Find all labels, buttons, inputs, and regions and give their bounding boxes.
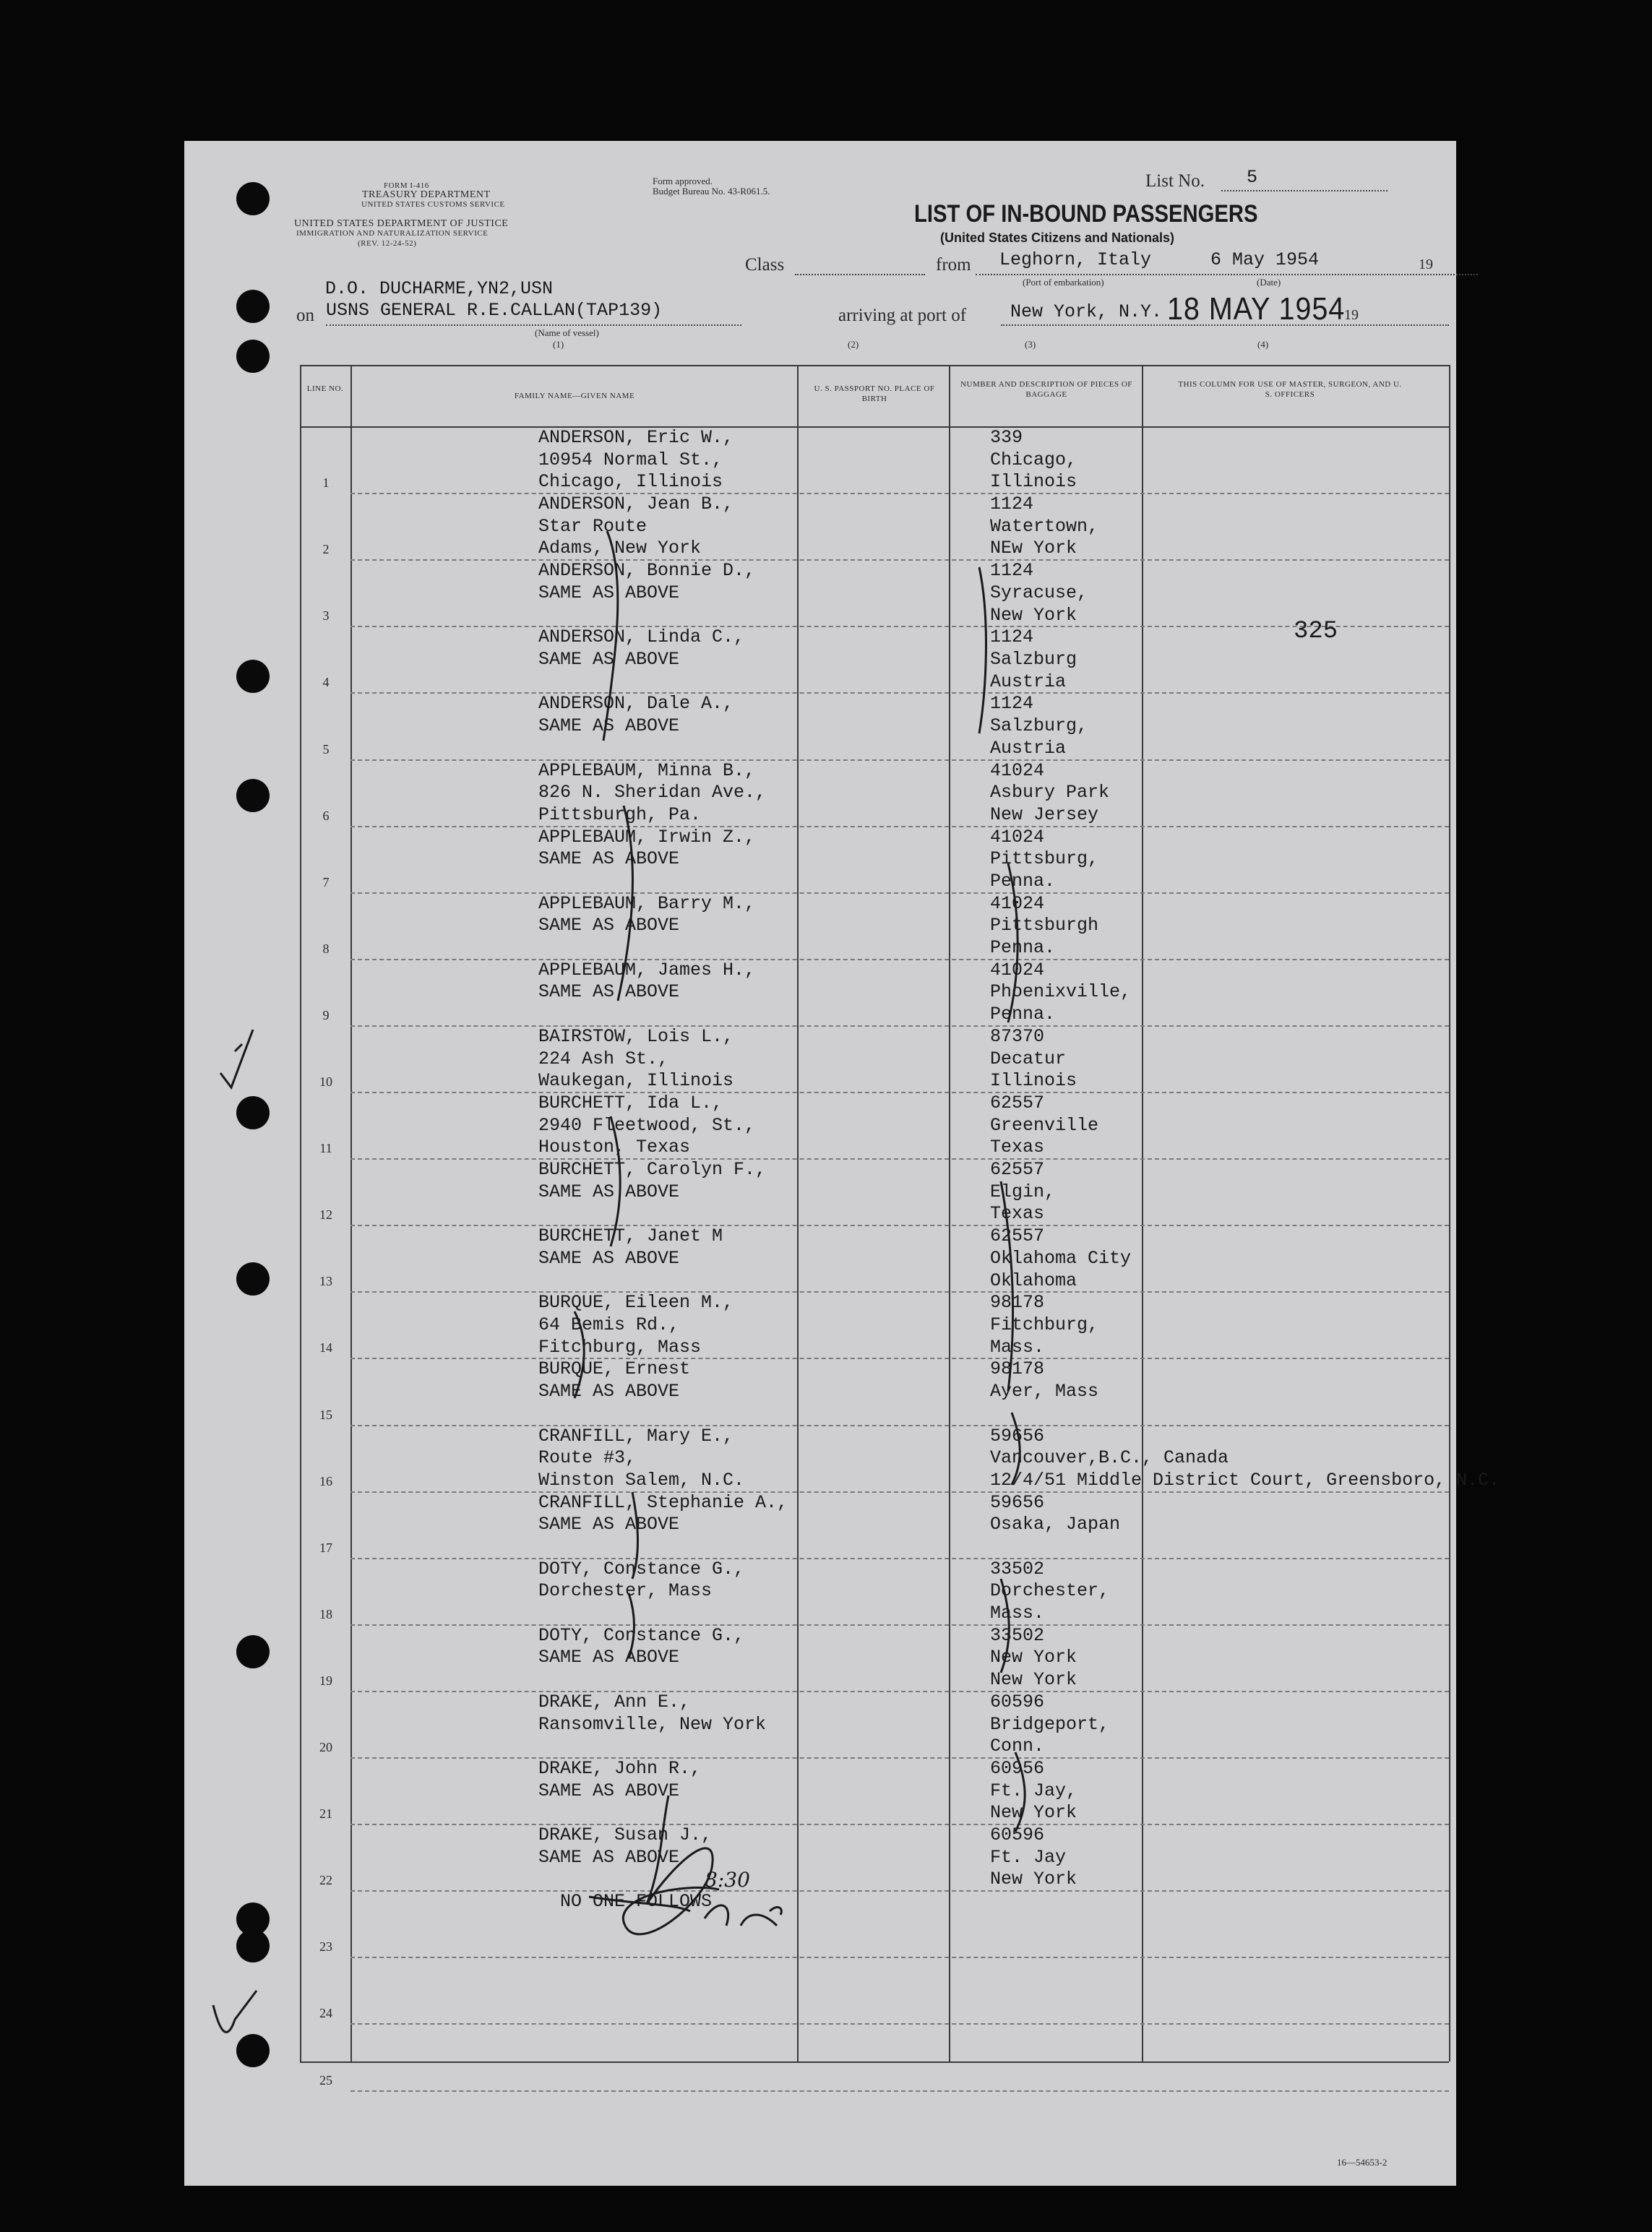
form-number: FORM I-416	[384, 181, 429, 190]
passenger-name-line: DOTY, Constance G.,	[538, 1624, 745, 1646]
col-name: FAMILY NAME—GIVEN NAME	[514, 392, 635, 400]
line-number: 24	[319, 2006, 332, 2021]
ins-service: IMMIGRATION AND NATURALIZATION SERVICE	[296, 229, 489, 238]
passenger-name-line: BURCHETT, Ida L.,	[538, 1093, 723, 1113]
passport-line: Ft. Jay	[990, 1846, 1067, 1868]
passenger-name-line: BURQUE, Ernest	[538, 1358, 691, 1380]
on-label: on	[296, 306, 314, 325]
line-number: 14	[319, 1340, 332, 1356]
line-number: 10	[319, 1074, 332, 1089]
manifest-sheet	[184, 141, 1500, 2186]
passenger-name-line: APPLEBAUM, Barry M.,	[538, 892, 756, 914]
col-baggage: NUMBER AND DESCRIPTION OF PIECES OF BAGGAGE	[960, 380, 1132, 399]
line-number: 6	[322, 808, 330, 823]
arriving-label: arriving at port of	[838, 306, 967, 325]
line-number: 2	[322, 542, 330, 557]
passport-line: 1124	[990, 626, 1034, 648]
line-number: 16	[319, 1473, 332, 1488]
passport-line: Mass.	[990, 1336, 1045, 1358]
col-line-no: LINE NO.	[306, 384, 344, 393]
passenger-name-line: APPLEBAUM, Minna B.,	[538, 759, 756, 781]
form-title: LIST OF IN-BOUND PASSENGERS	[914, 200, 1258, 228]
passport-line: Mass.	[990, 1603, 1045, 1624]
passport-line: Chicago,	[990, 449, 1077, 470]
col-caption-2: (2)	[848, 339, 859, 350]
passenger-name-line: 64 Bemis Rd.,	[538, 1314, 680, 1335]
passenger-name-line: 826 N. Sheridan Ave.,	[538, 782, 767, 803]
line-number: 4	[322, 675, 330, 690]
passenger-name-line: DRAKE, John R.,	[538, 1758, 702, 1779]
passport-line: Asbury Park	[990, 782, 1110, 803]
passport-line: Dorchester,	[990, 1580, 1110, 1602]
passenger-name-line: SAME AS ABOVE	[538, 1780, 680, 1801]
line-number: 17	[319, 1540, 332, 1555]
passenger-name-line: DOTY, Constance G.,	[538, 1558, 745, 1580]
passport-line: Penna.	[990, 870, 1056, 892]
line-number: 15	[319, 1407, 332, 1422]
passport-line: Bridgeport,	[990, 1713, 1110, 1735]
passport-line: Penna.	[990, 937, 1056, 959]
passenger-name-line: SAME AS ABOVE	[538, 715, 680, 737]
year-suffix: 19	[1419, 257, 1433, 272]
passport-line: 41024	[990, 959, 1045, 981]
passport-line: 33502	[990, 1558, 1045, 1580]
port-of-embarkation: Leghorn, Italy	[999, 249, 1152, 270]
passport-line: 41024	[990, 759, 1045, 781]
passenger-name-line: ANDERSON, Eric W.,	[538, 427, 734, 448]
officer-annotation: 325	[1294, 618, 1338, 645]
passport-line: Ft. Jay,	[990, 1780, 1077, 1801]
passport-line: Salzburg	[990, 648, 1077, 670]
passport-line: 62557	[990, 1159, 1045, 1181]
passport-line: New York	[990, 1802, 1077, 1824]
passenger-name-line: Adams, New York	[538, 538, 702, 559]
passport-line: 60956	[990, 1758, 1045, 1779]
passenger-name-line: 2940 Fleetwood, St.,	[538, 1114, 756, 1136]
passport-line: 62557	[990, 1093, 1045, 1113]
passenger-name-line: Chicago, Illinois	[538, 471, 723, 493]
passenger-name-line: 10954 Normal St.,	[538, 449, 723, 470]
officer-name: D.O. DUCHARME,YN2,USN	[325, 278, 554, 299]
passport-line: Syracuse,	[990, 582, 1088, 603]
passenger-name-line: Route #3,	[538, 1447, 637, 1469]
line-number: 22	[319, 1873, 332, 1888]
vessel-caption: (Name of vessel)	[535, 327, 599, 338]
passport-line: Penna.	[990, 1004, 1056, 1025]
line-number: 9	[322, 1007, 330, 1022]
passenger-name-line: SAME AS ABOVE	[538, 1647, 680, 1668]
passport-line: New York	[990, 604, 1077, 626]
passenger-name-line: APPLEBAUM, Irwin Z.,	[538, 826, 756, 848]
from-label: from	[936, 255, 971, 275]
line-number: 13	[319, 1274, 332, 1289]
embarkation-date: 6 May 1954	[1210, 249, 1320, 270]
passport-line: 87370	[990, 1025, 1045, 1047]
passenger-name-line: Fitchburg, Mass	[538, 1336, 702, 1358]
passport-line: Austria	[990, 737, 1067, 759]
passenger-name-line: CRANFILL, Stephanie A.,	[538, 1491, 788, 1513]
passenger-name-line: SAME AS ABOVE	[538, 1381, 680, 1402]
passport-line: 62557	[990, 1225, 1045, 1247]
passenger-name-line: Ransomville, New York	[538, 1713, 767, 1735]
line-number: 20	[319, 1740, 332, 1754]
line-number: 5	[322, 741, 330, 757]
embarkation-caption: (Port of embarkation)	[1023, 277, 1104, 288]
passenger-name-line: SAME AS ABOVE	[538, 915, 680, 936]
passenger-name-line: SAME AS ABOVE	[538, 981, 680, 1003]
passenger-name-line: SAME AS ABOVE	[538, 648, 680, 670]
passenger-name-line: Winston Salem, N.C.	[538, 1469, 745, 1491]
col-officers: THIS COLUMN FOR USE OF MASTER, SURGEON, AND U. S. OFFICERS	[1178, 380, 1402, 399]
form-subtitle: (United States Citizens and Nationals)	[940, 230, 1175, 245]
list-no-label: List No.	[1145, 171, 1205, 191]
passport-line: Salzburg,	[990, 715, 1088, 737]
budget-bureau: Budget Bureau No. 43-R061.5.	[653, 186, 770, 197]
col-caption-3: (3)	[1025, 339, 1036, 350]
line-number: 8	[322, 941, 330, 956]
col-passport: U. S. PASSPORT NO. PLACE OF BIRTH	[814, 384, 935, 403]
passport-line: 1124	[990, 560, 1034, 582]
passenger-name-line: Dorchester, Mass	[538, 1580, 713, 1602]
line-number: 18	[319, 1606, 332, 1621]
passport-line: Oklahoma	[990, 1270, 1077, 1291]
passport-line: Illinois	[990, 1070, 1077, 1092]
col-caption-1: (1)	[553, 339, 564, 350]
passenger-name-line: NO ONE FOLLOWS	[560, 1891, 713, 1913]
print-code: 16—54653-2	[1337, 2157, 1388, 2168]
passenger-name-line: Pittsburgh, Pa.	[538, 803, 702, 825]
vessel-name: USNS GENERAL R.E.CALLAN(TAP139)	[326, 300, 663, 321]
passenger-name-line: SAME AS ABOVE	[538, 848, 680, 870]
passenger-name-line: CRANFILL, Mary E.,	[538, 1425, 734, 1447]
arrival-date-stamp: 18 MAY 1954	[1167, 291, 1346, 327]
passport-line: Decatur	[990, 1048, 1067, 1069]
form-revision: (REV. 12-24-52)	[358, 239, 417, 248]
passenger-name-line: 224 Ash St.,	[538, 1048, 669, 1069]
passenger-name-line: ANDERSON, Dale A.,	[538, 693, 734, 715]
passport-line: 41024	[990, 826, 1045, 848]
passenger-name-line: APPLEBAUM, James H.,	[538, 959, 756, 981]
date-caption: (Date)	[1257, 277, 1281, 288]
class-label: Class	[745, 255, 785, 275]
passport-line: Ayer, Mass	[990, 1381, 1099, 1402]
passenger-name-line: Waukegan, Illinois	[538, 1070, 734, 1092]
passport-line: Elgin,	[990, 1181, 1056, 1202]
passenger-name-line: BURCHETT, Carolyn F.,	[538, 1159, 767, 1181]
passenger-name-line: ANDERSON, Linda C.,	[538, 626, 745, 648]
passport-line: 60596	[990, 1824, 1045, 1846]
treasury-dept: TREASURY DEPARTMENT	[362, 189, 491, 200]
line-number: 21	[319, 1806, 332, 1822]
passenger-name-line: ANDERSON, Bonnie D.,	[538, 560, 756, 582]
passport-line: Fitchburg,	[990, 1314, 1099, 1335]
passport-line: 59656	[990, 1425, 1045, 1447]
passport-line: New Jersey	[990, 803, 1099, 825]
passport-line: 1124	[990, 693, 1034, 715]
passenger-name-line: DRAKE, Susan J.,	[538, 1824, 713, 1846]
passport-line: Texas	[990, 1137, 1045, 1158]
passport-line: Pittsburg,	[990, 848, 1099, 870]
arrival-port: New York, N.Y.	[1010, 301, 1163, 322]
passport-line: 59656	[990, 1491, 1045, 1513]
passport-line: New York	[990, 1647, 1077, 1668]
passport-line: Vancouver,B.C., Canada	[990, 1447, 1229, 1469]
line-number: 23	[319, 1939, 332, 1955]
form-approved: Form approved.	[653, 176, 713, 186]
passenger-name-line: BAIRSTOW, Lois L.,	[538, 1025, 734, 1047]
arrival-year-suffix: 19	[1344, 307, 1359, 323]
passport-line: Phoenixville,	[990, 981, 1132, 1003]
line-number: 11	[319, 1141, 332, 1156]
passport-line: Texas	[990, 1203, 1045, 1225]
passport-line: 33502	[990, 1624, 1045, 1646]
signature-note: 8:30	[705, 1868, 750, 1892]
customs-service: UNITED STATES CUSTOMS SERVICE	[361, 200, 505, 209]
passport-line: Greenville	[990, 1114, 1099, 1136]
passport-line: Oklahoma City	[990, 1247, 1132, 1269]
passport-line: NEw York	[990, 538, 1077, 559]
passport-line: 1124	[990, 494, 1034, 515]
line-number: 25	[319, 2072, 332, 2087]
passenger-name-line: ANDERSON, Jean B.,	[538, 494, 734, 515]
passport-line: Pittsburgh	[990, 915, 1099, 936]
passport-line: 98178	[990, 1292, 1045, 1314]
line-number: 1	[322, 475, 330, 491]
passenger-name-line: BURQUE, Eileen M.,	[538, 1292, 734, 1314]
passenger-name-line: SAME AS ABOVE	[538, 1181, 680, 1202]
passport-line: Watertown,	[990, 515, 1099, 537]
line-number: 7	[322, 874, 330, 889]
passenger-name-line: SAME AS ABOVE	[538, 1247, 680, 1269]
passenger-name-line: Star Route	[538, 515, 648, 537]
passport-line: New York	[990, 1869, 1077, 1890]
line-number: 3	[322, 608, 330, 624]
passport-line: Illinois	[990, 471, 1077, 493]
line-number: 12	[319, 1207, 332, 1223]
passport-line: 60596	[990, 1691, 1045, 1712]
passport-line: 98178	[990, 1358, 1045, 1380]
passenger-name-line: Houston, Texas	[538, 1137, 691, 1158]
passport-line: 339	[990, 427, 1023, 448]
justice-dept: UNITED STATES DEPARTMENT OF JUSTICE	[294, 218, 509, 229]
passenger-name-line: SAME AS ABOVE	[538, 582, 680, 603]
passport-line: New York	[990, 1669, 1077, 1691]
passport-line: Conn.	[990, 1736, 1045, 1757]
passport-line: Osaka, Japan	[990, 1514, 1121, 1535]
passenger-name-line: SAME AS ABOVE	[538, 1846, 680, 1868]
passenger-name-line: BURCHETT, Janet M	[538, 1225, 723, 1247]
passport-line: 12/4/51 Middle District Court, Greensboro, N.C.	[990, 1469, 1500, 1491]
col-caption-4: (4)	[1257, 339, 1269, 350]
passport-line: Austria	[990, 671, 1067, 692]
passenger-name-line: DRAKE, Ann E.,	[538, 1691, 691, 1712]
passenger-name-line: SAME AS ABOVE	[538, 1514, 680, 1535]
bracket-marks-icon	[184, 141, 1456, 2186]
passport-line: 41024	[990, 892, 1045, 914]
list-no-value: 5	[1247, 167, 1258, 188]
line-number: 19	[319, 1673, 332, 1688]
